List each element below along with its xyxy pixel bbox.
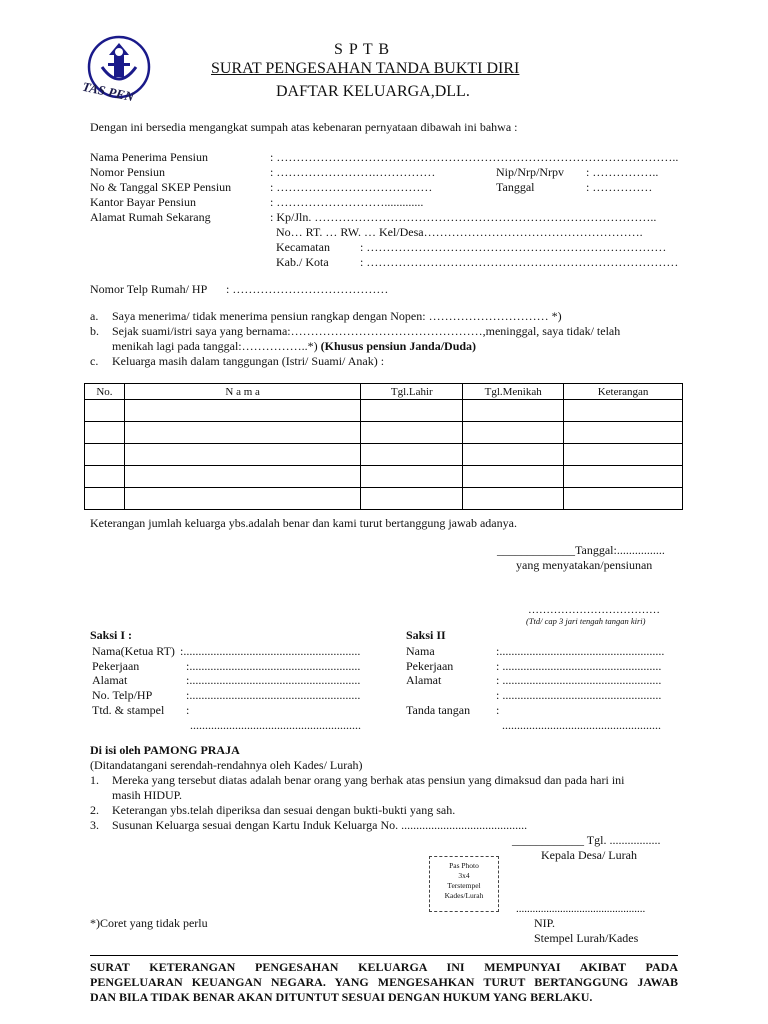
table-cell[interactable] (361, 422, 463, 444)
saksi1-alamat-field[interactable]: :......................................................... (186, 673, 361, 687)
pamong-title: Di isi oleh PAMONG PRAJA (90, 743, 240, 757)
saksi2-tanda-colon: : (496, 703, 500, 717)
table-cell[interactable] (85, 466, 125, 488)
kab-field[interactable]: : …………………………………………………………………… (360, 255, 679, 269)
telp-field[interactable]: : ………………………………… (226, 282, 389, 296)
signer-label: yang menyatakan/pensiunan (516, 558, 653, 572)
footer-divider (90, 955, 678, 956)
nomor-field[interactable]: : …………………….…………… (270, 165, 436, 179)
table-cell[interactable] (564, 488, 683, 510)
table-header-row (85, 384, 683, 400)
footnote: *)Coret yang tidak perlu (90, 916, 208, 930)
saksi1-alamat-label: Alamat (92, 673, 128, 687)
kecamatan-field[interactable]: : ………………………………………………………………… (360, 240, 667, 254)
saksi1-ttd-label: Ttd. & stampel (92, 703, 165, 717)
saksi1-pekerjaan-field[interactable]: :......................................................... (186, 659, 361, 673)
table-cell[interactable] (463, 422, 564, 444)
table-cell[interactable] (124, 444, 360, 466)
table-cell[interactable] (564, 444, 683, 466)
statement-c: Keluarga masih dalam tanggungan (Istri/ Suami/ Anak) : (112, 354, 385, 368)
table-cell[interactable] (564, 422, 683, 444)
saksi1-nama-label: Nama(Ketua RT) (92, 644, 175, 658)
table-cell[interactable] (361, 488, 463, 510)
nip-field[interactable]: : …………….. (586, 165, 659, 179)
photo-line4: Kades/Lurah (444, 891, 484, 900)
thumb-note: (Ttd/ cap 3 jari tengah tangan kiri) (526, 616, 646, 626)
table-cell[interactable] (124, 488, 360, 510)
photo-line1: Pas Photo (449, 861, 479, 870)
table-cell[interactable] (361, 444, 463, 466)
footer-note-line2: PENGELUARAN KEUANGAN NEGARA. YANG MENGESAHKAN TURUT BERTANGGUNG JAWAB (90, 975, 678, 989)
statement-b-bold: (Khusus pensiun Janda/Duda) (320, 339, 477, 353)
telp-label: Nomor Telp Rumah/ HP (90, 282, 208, 296)
table-cell[interactable] (564, 400, 683, 422)
table-cell[interactable] (463, 444, 564, 466)
table-cell[interactable] (361, 466, 463, 488)
statement-c-marker: c. (90, 354, 99, 368)
saksi2-tanda-field[interactable]: ..................................................... (502, 718, 661, 732)
table-cell[interactable] (85, 488, 125, 510)
table-row (85, 422, 683, 444)
table-row (85, 488, 683, 510)
statement-b: Sejak suami/istri saya yang bernama:…………………………………………,meninggal, saya tidak/ telah (112, 324, 621, 338)
table-cell[interactable] (124, 466, 360, 488)
tanggal-field[interactable]: : …………… (586, 180, 653, 194)
alamat-line2[interactable]: No… RT. … RW. … Kel/Desa………………………………………………. (276, 225, 643, 239)
skep-field[interactable]: : ………………………………… (270, 180, 433, 194)
form-code: S P T B (334, 41, 391, 58)
pamong-item-1: Mereka yang tersebut diatas adalah benar orang yang berhak atas pensiun yang dimaksud dan pada hari ini (112, 773, 625, 787)
pamong-item-3: Susunan Keluarga sesuai dengan Kartu Induk Keluarga No. .......................................... (112, 818, 528, 832)
saksi2-alamat-label: Alamat (406, 673, 442, 687)
nama-field[interactable]: : ……………………………………………………………………………………….. (270, 150, 679, 164)
table-cell[interactable] (85, 422, 125, 444)
statement-b-text2: menikah lagi pada tanggal:……………..*) (112, 339, 318, 353)
col-nama: N a m a (124, 384, 360, 400)
nip-label: NIP. (534, 916, 556, 930)
skep-label: No & Tanggal SKEP Pensiun (90, 180, 232, 194)
signature-date-line[interactable]: _____________Tanggal:................ (497, 543, 665, 557)
table-cell[interactable] (124, 422, 360, 444)
col-no: No. (85, 384, 125, 400)
nomor-label: Nomor Pensiun (90, 165, 165, 179)
pamong-item-1-num: 1. (90, 773, 99, 787)
pamong-subtitle: (Ditandatangani serendah-rendahnya oleh Kades/ Lurah) (90, 758, 363, 772)
table-cell[interactable] (463, 488, 564, 510)
table-cell[interactable] (463, 466, 564, 488)
saksi2-tanda-label: Tanda tangan (406, 703, 471, 717)
saksi2-nama-field[interactable]: :....................................................... (496, 644, 665, 658)
saksi2-pekerjaan-label: Pekerjaan (406, 659, 454, 673)
statement-b-line2 (112, 339, 476, 354)
saksi2-nama-label: Nama (406, 644, 435, 658)
pamong-item-2: Keterangan ybs.telah diperiksa dan sesuai dengan bukti-bukti yang sah. (112, 803, 456, 817)
tanggal-label: Tanggal (496, 180, 535, 194)
statement-a: Saya menerima/ tidak menerima pensiun rangkap dengan Nopen: ………………………… *) (112, 309, 562, 323)
pamong-tgl-line[interactable]: ____________ Tgl. ................. (512, 833, 661, 847)
table-cell[interactable] (124, 400, 360, 422)
saksi1-ttd-colon: : (186, 703, 190, 717)
kab-label: Kab./ Kota (276, 255, 329, 269)
stempel-label: Stempel Lurah/Kades (534, 931, 639, 945)
nip-label: Nip/Nrp/Nrpv (496, 165, 564, 179)
logo-text: TAS PEN (81, 78, 136, 105)
photo-placeholder (429, 856, 499, 912)
saksi1-nama-field[interactable]: :........................................................... (180, 644, 361, 658)
saksi2-title: Saksi II (406, 628, 446, 642)
family-table (84, 383, 683, 510)
table-row (85, 400, 683, 422)
photo-line3: Terstempel (447, 881, 481, 890)
table-cell[interactable] (85, 444, 125, 466)
form-subtitle: DAFTAR KELUARGA,DLL. (276, 83, 470, 100)
table-cell[interactable] (85, 400, 125, 422)
footer-note-line1: SURAT KETERANGAN PENGESAHAN KELUARGA INI MEMPUNYAI AKIBAT PADA (90, 960, 678, 974)
alamat-field[interactable]: : Kp/Jln. ………………………………………………………………………….. (270, 210, 657, 224)
saksi1-title: Saksi I : (90, 628, 133, 642)
saksi1-telp-field[interactable]: :......................................................... (186, 688, 361, 702)
saksi1-pekerjaan-label: Pekerjaan (92, 659, 140, 673)
table-row (85, 466, 683, 488)
table-row (85, 444, 683, 466)
table-cell[interactable] (564, 466, 683, 488)
saksi1-ttd-field[interactable]: ......................................................... (190, 718, 361, 732)
saksi2-pekerjaan-field[interactable]: : ..................................................... (496, 659, 662, 673)
col-tgl-lahir: Tgl.Lahir (361, 384, 463, 400)
saksi2-extra-field[interactable]: : ..................................................... (496, 688, 662, 702)
table-cell[interactable] (361, 400, 463, 422)
col-tgl-menikah: Tgl.Menikah (463, 384, 564, 400)
saksi2-alamat-field[interactable]: : ..................................................... (496, 673, 662, 687)
statement-b-marker: b. (90, 324, 99, 338)
statement-a-marker: a. (90, 309, 99, 323)
pamong-item-2-num: 2. (90, 803, 99, 817)
signature-dots[interactable]: ……………………………… (528, 604, 660, 616)
pamong-item-3-num: 3. (90, 818, 99, 832)
footer-note (90, 960, 678, 1005)
photo-line2: 3x4 (458, 871, 470, 880)
intro-text: Dengan ini bersedia mengangkat sumpah atas kebenaran pernyataan dibawah ini bahwa : (90, 120, 518, 134)
kepala-signature-dots[interactable]: ............................................... (516, 903, 646, 915)
nama-label: Nama Penerima Pensiun (90, 150, 208, 164)
kepala-label: Kepala Desa/ Lurah (541, 848, 637, 862)
pamong-item-1-line2: masih HIDUP. (112, 788, 183, 802)
kantor-label: Kantor Bayar Pensiun (90, 195, 196, 209)
after-table-text: Keterangan jumlah keluarga ybs.adalah benar dan kami turut bertanggung jawab adanya. (90, 516, 517, 530)
kantor-field[interactable]: : ………………………............. (270, 195, 424, 209)
table-cell[interactable] (463, 400, 564, 422)
footer-note-line3: DAN BILA TIDAK BENAR AKAN DITUNTUT SESUAI DENGAN HUKUM YANG BERLAKU. (90, 990, 593, 1004)
col-keterangan: Keterangan (564, 384, 683, 400)
form-title: SURAT PENGESAHAN TANDA BUKTI DIRI (211, 60, 520, 77)
saksi1-telp-label: No. Telp/HP (92, 688, 153, 702)
alamat-label: Alamat Rumah Sekarang (90, 210, 211, 224)
kecamatan-label: Kecamatan (276, 240, 330, 254)
